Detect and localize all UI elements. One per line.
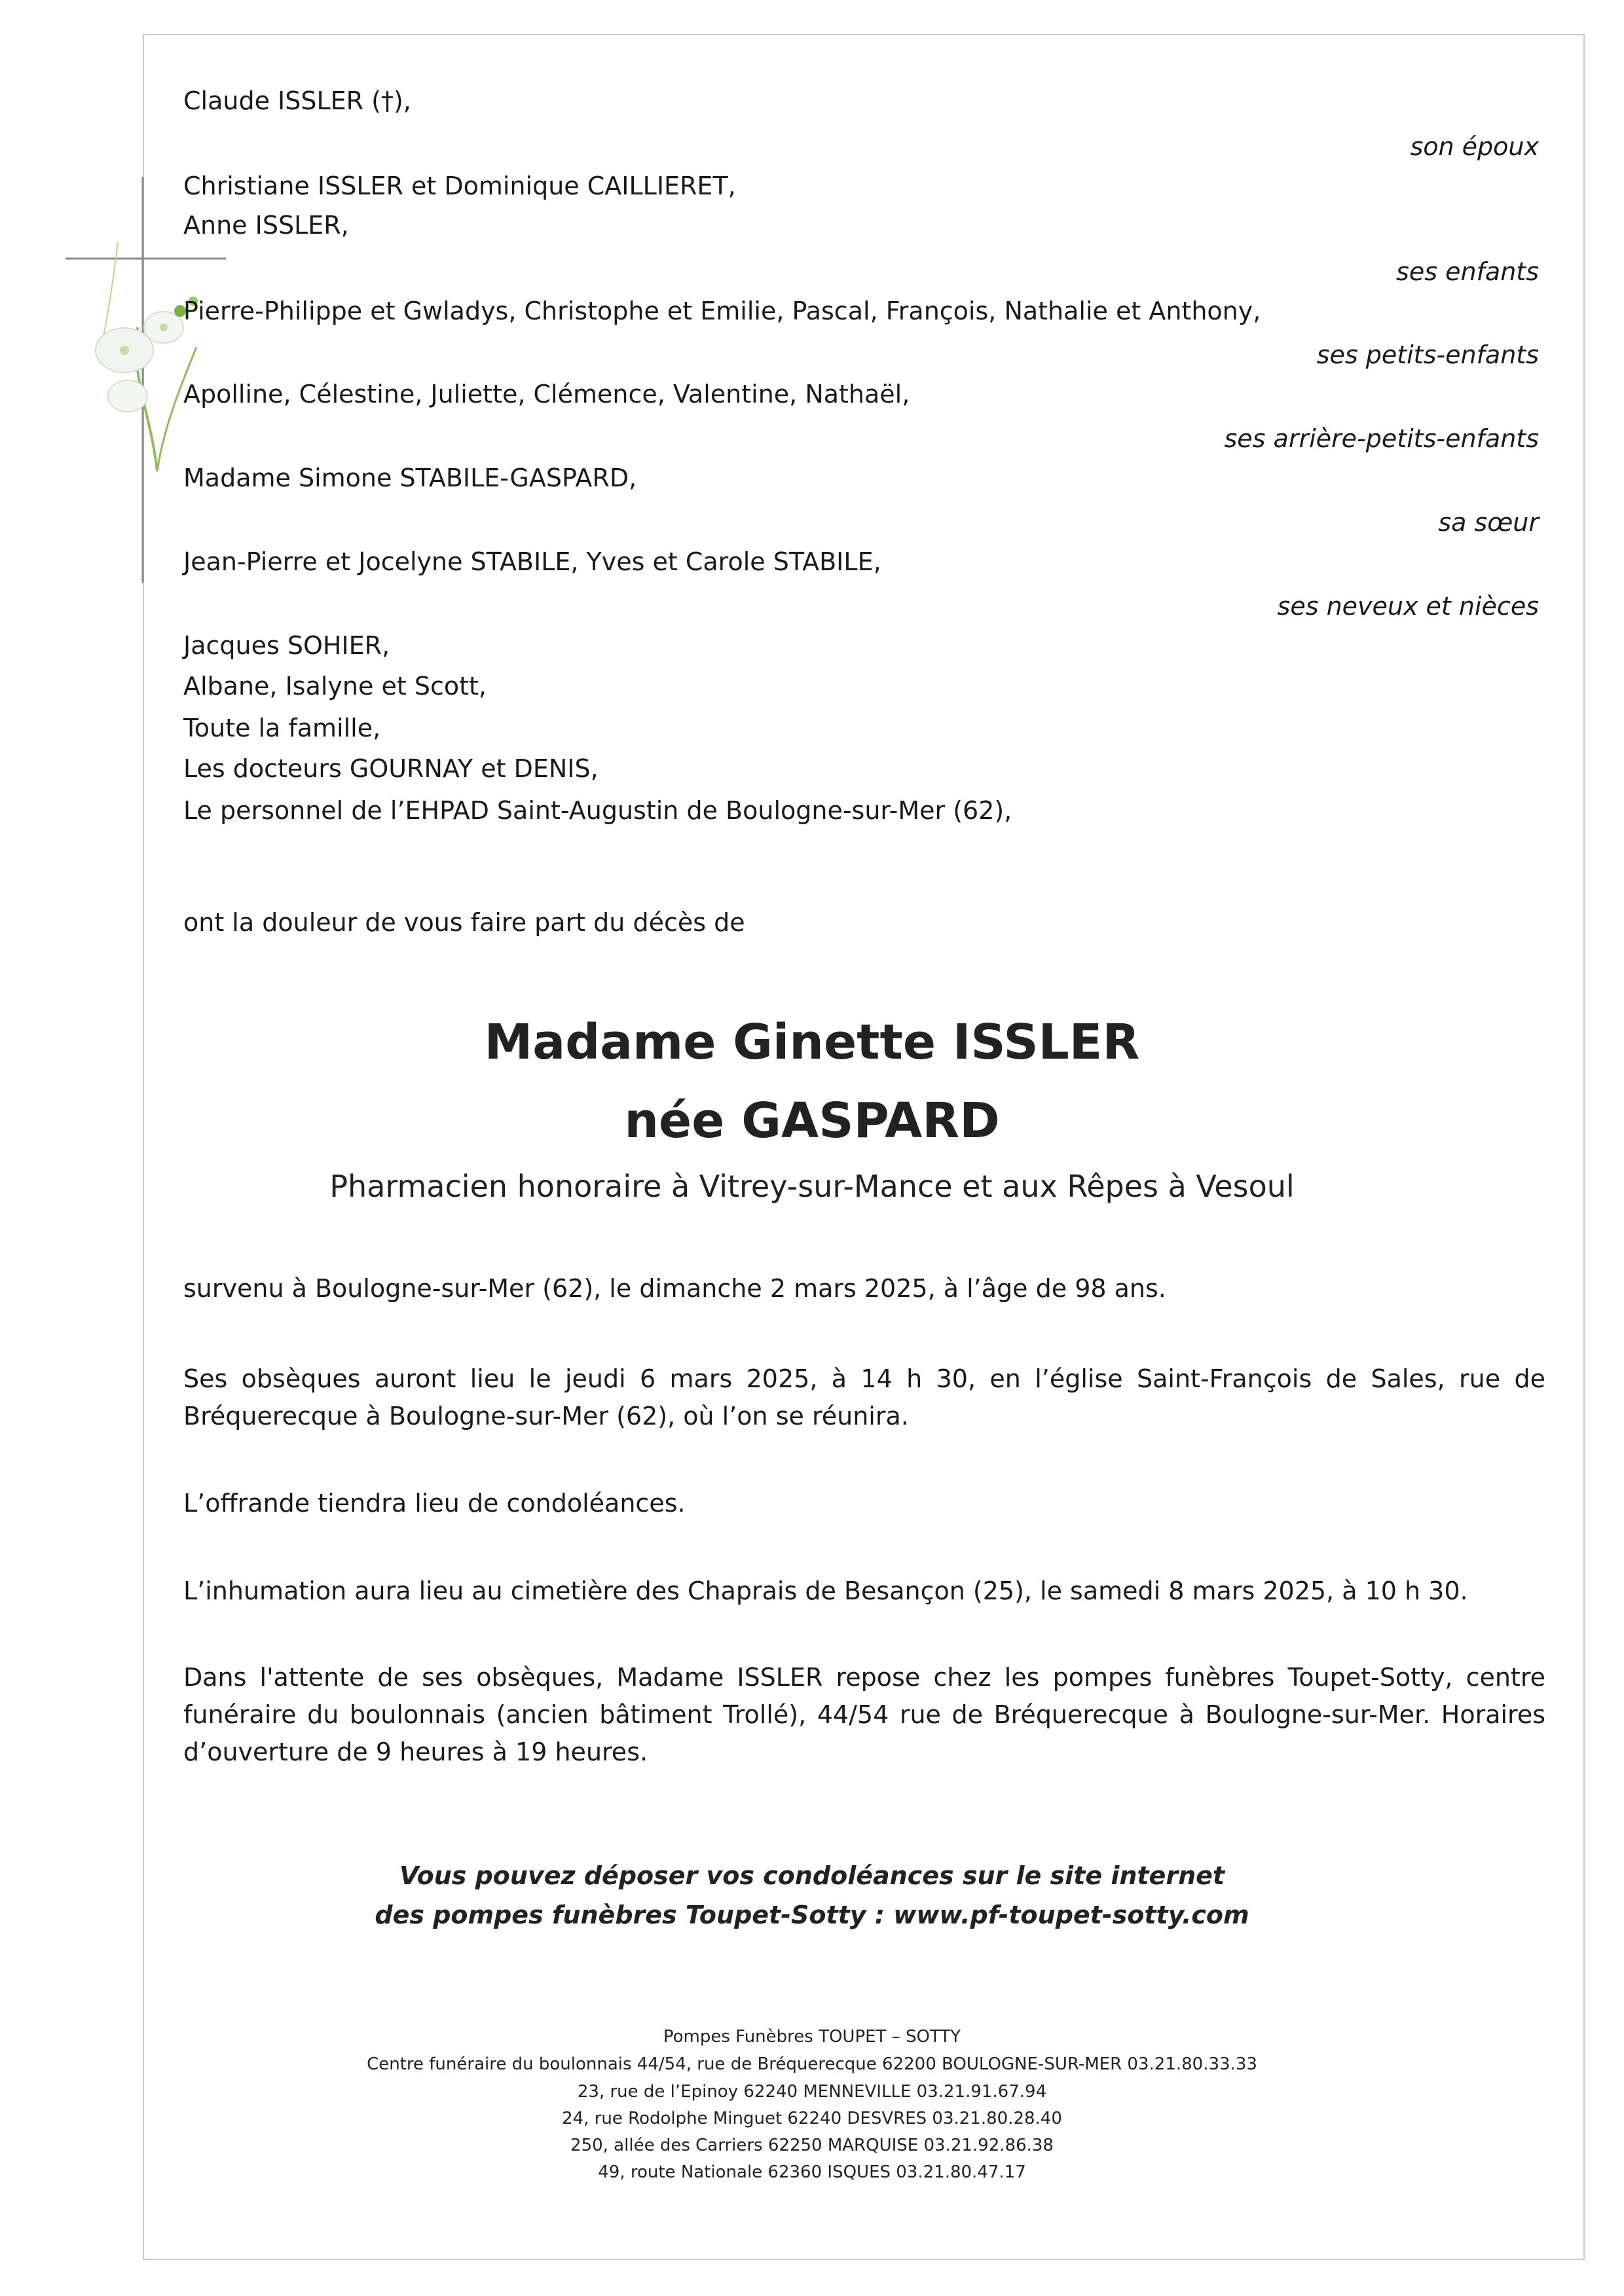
relation-label: son époux — [1410, 132, 1539, 161]
family-line: Albane, Isalyne et Scott, — [183, 672, 487, 701]
footer-address: 250, allée des Carriers 62250 MARQUISE 03.21.92.86.38 — [570, 2136, 1054, 2155]
condolences-line: Vous pouvez déposer vos condoléances sur le site internet — [399, 1861, 1225, 1890]
deceased-profession: Pharmacien honoraire à Vitrey-sur-Mance et aux Rêpes à Vesoul — [329, 1169, 1295, 1204]
footer-address: 24, rue Rodolphe Minguet 62240 DESVRES 03.21.80.28.40 — [562, 2109, 1062, 2128]
relation-label: ses petits-enfants — [1316, 340, 1539, 369]
footer-address: 49, route Nationale 62360 ISQUES 03.21.80.47.17 — [598, 2162, 1026, 2182]
relation-label: ses enfants — [1396, 257, 1539, 286]
relation-label: ses neveux et nièces — [1277, 592, 1539, 621]
family-line: Pierre-Philippe et Gwladys, Christophe et Emilie, Pascal, François, Nathalie et Anthony, — [183, 297, 1261, 325]
family-line: Les docteurs GOURNAY et DENIS, — [183, 754, 599, 783]
announcement-text: ont la douleur de vous faire part du décès de — [183, 908, 745, 937]
footer-address: Centre funéraire du boulonnais 44/54, rue de Bréquerecque 62200 BOULOGNE-SUR-MER 03.21.80.33.33 — [367, 2054, 1257, 2074]
family-line: Le personnel de l’EHPAD Saint-Augustin de Boulogne-sur-Mer (62), — [183, 796, 1012, 825]
relation-label: sa sœur — [1438, 508, 1539, 537]
offering-paragraph: L’offrande tiendra lieu de condoléances. — [183, 1489, 686, 1518]
family-line: Jacques SOHIER, — [183, 631, 390, 660]
death-paragraph: survenu à Boulogne-sur-Mer (62), le dimanche 2 mars 2025, à l’âge de 98 ans. — [183, 1274, 1166, 1303]
family-line: Claude ISSLER (†), — [183, 86, 411, 115]
condolences-line: des pompes funèbres Toupet-Sotty : www.pf-toupet-sotty.com — [375, 1901, 1249, 1929]
relation-label: ses arrière-petits-enfants — [1224, 424, 1539, 453]
funeral-paragraph: Ses obsèques auront lieu le jeudi 6 mars 2025, à 14 h 30, en l’église Saint-François de Sales, rue de Bréquerecque à Boulogne-sur-Mer (62), où l’on se réunira. — [183, 1364, 1545, 1430]
burial-paragraph: L’inhumation aura lieu au cimetière des Chaprais de Besançon (25), le samedi 8 mars 2025, à 10 h 30. — [183, 1576, 1468, 1605]
family-line: Toute la famille, — [183, 714, 381, 742]
footer-address: 23, rue de l’Epinoy 62240 MENNEVILLE 03.21.91.67.94 — [577, 2082, 1047, 2102]
footer-company: Pompes Funèbres TOUPET – SOTTY — [663, 2027, 961, 2047]
deceased-maiden-name: née GASPARD — [624, 1093, 1000, 1149]
family-line: Madame Simone STABILE-GASPARD, — [183, 464, 637, 492]
family-line: Apolline, Célestine, Juliette, Clémence, Valentine, Nathaël, — [183, 380, 910, 409]
family-line: Jean-Pierre et Jocelyne STABILE, Yves et Carole STABILE, — [183, 547, 881, 576]
family-line: Christiane ISSLER et Dominique CAILLIERET, — [183, 172, 736, 200]
deceased-name: Madame Ginette ISSLER — [484, 1014, 1140, 1070]
family-line: Anne ISSLER, — [183, 211, 349, 240]
repose-paragraph: Dans l'attente de ses obsèques, Madame ISSLER repose chez les pompes funèbres Toupet-Sotty, centre funéraire du boulonnais (ancien bâtiment Trollé), 44/54 rue de Bréquerecque à Boulogne-sur-Mer. Horaires d’ouverture de 9 heures à 19 heures. — [183, 1663, 1545, 1766]
